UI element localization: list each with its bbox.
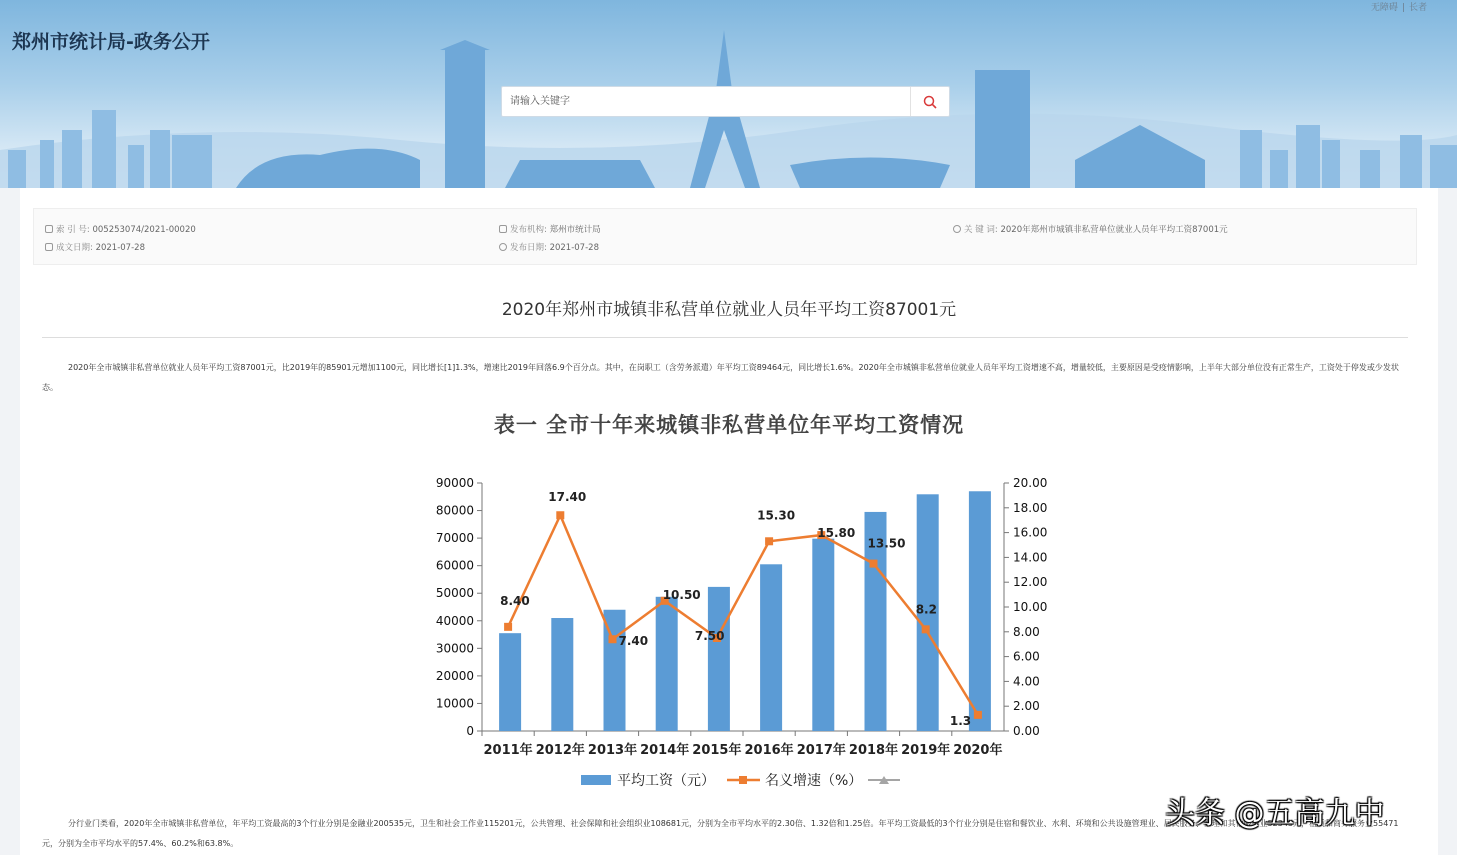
growth-rate-point (974, 711, 982, 719)
growth-rate-data-label: 13.50 (867, 536, 906, 551)
x-tick-label: 2014年 (640, 743, 690, 758)
growth-rate-line (508, 515, 978, 715)
x-tick-label: 2019年 (901, 743, 951, 758)
right-tick-label: 14.00 (1013, 550, 1048, 565)
document-meta-box (33, 208, 1417, 265)
x-tick-label: 2016年 (744, 743, 794, 758)
x-tick-label: 2011年 (483, 743, 533, 758)
right-tick-label: 0.00 (1013, 724, 1040, 738)
x-tick-label: 2020年 (953, 743, 1003, 758)
left-tick-label: 30000 (435, 641, 474, 656)
watermark-text: 头条 @五高九中 (1165, 796, 1385, 831)
meta-publisher: 发布机构: 郑州市统计局 (499, 223, 601, 235)
left-tick-label: 20000 (435, 668, 474, 683)
chart-title: 表一 全市十年来城镇非私营单位年平均工资情况 (493, 413, 965, 437)
meta-created-date: 成文日期: 2021-07-28 (45, 241, 145, 253)
header-banner (0, 0, 1457, 188)
right-tick-label: 6.00 (1013, 649, 1040, 664)
top-nav-elderly-link[interactable]: 长者 (1408, 3, 1427, 13)
search-button[interactable] (910, 87, 949, 116)
growth-rate-point (504, 623, 512, 631)
left-tick-label: 80000 (435, 503, 474, 518)
growth-rate-data-label: 17.40 (548, 490, 587, 505)
right-tick-label: 4.00 (1013, 674, 1040, 689)
right-tick-label: 18.00 (1013, 500, 1048, 515)
top-nav: 无障碍 | 长者 (1367, 0, 1431, 13)
left-tick-label: 90000 (435, 476, 474, 490)
site-title: 郑州市统计局-政务公开 (12, 31, 210, 53)
x-tick-label: 2013年 (587, 743, 638, 758)
wage-bar (708, 587, 730, 731)
growth-rate-data-label: 15.80 (817, 526, 856, 541)
wage-bar (969, 491, 991, 731)
growth-rate-point (556, 511, 564, 519)
growth-rate-data-label: 15.30 (757, 508, 796, 523)
x-tick-label: 2017年 (796, 743, 846, 758)
top-nav-accessibility-link[interactable]: 无障碍 (1370, 3, 1398, 13)
x-tick-label: 2015年 (692, 743, 742, 758)
x-tick-label: 2012年 (535, 743, 585, 758)
article-paragraph-2: 分行业门类看，2020年全市城镇非私营单位，年平均工资最高的3个行业分别是金融业200535元，卫生和社会工作业115201元，公共管理、社会保障和社会组织业108681元，分别为全市平均水平的2.30倍、1.32倍和1.25倍。年平均工资最低的3个行业分别是住宿和餐饮业、水利、环境和公共设施管理业、居民服务、修理和其他服务业52343元，租赁和商务服务业55471元，分别为全市平均水平的57.4%、60.2%和63.8%。 (42, 819, 1399, 848)
title-divider (42, 337, 1408, 338)
search-input[interactable] (502, 87, 910, 116)
right-tick-label: 8.00 (1013, 624, 1040, 639)
calendar-icon (45, 243, 53, 251)
wage-chart (420, 464, 1048, 794)
right-tick-label: 2.00 (1013, 699, 1040, 714)
legend-bar-label: 平均工资（元） (617, 773, 715, 789)
left-tick-label: 60000 (435, 558, 474, 573)
check-circle-icon (953, 225, 961, 233)
left-tick-label: 50000 (435, 586, 474, 601)
meta-index: 索 引 号: 005253074/2021-00020 (45, 223, 196, 235)
article-title: 2020年郑州市城镇非私营单位就业人员年平均工资87001元 (501, 300, 957, 320)
right-tick-label: 10.00 (1013, 600, 1048, 614)
right-tick-label: 20.00 (1013, 476, 1048, 490)
meta-keywords: 关 键 词: 2020年郑州市城镇非私营单位就业人员年平均工资87001元 (953, 223, 1228, 235)
right-tick-label: 12.00 (1013, 575, 1048, 590)
left-tick-label: 10000 (435, 696, 474, 711)
search-box (501, 86, 950, 117)
growth-rate-point (765, 537, 773, 545)
growth-rate-point (870, 560, 878, 568)
left-tick-label: 70000 (435, 531, 474, 546)
left-tick-label: 0 (466, 724, 474, 738)
growth-rate-data-label: 7.40 (618, 634, 649, 649)
growth-rate-point (609, 635, 617, 643)
growth-rate-data-label: 8.40 (500, 593, 530, 608)
tag-icon (45, 225, 53, 233)
growth-rate-data-label: 8.2 (915, 602, 937, 617)
wage-bar (656, 597, 678, 731)
growth-rate-data-label: 1.3 (949, 713, 972, 728)
wage-bar (760, 564, 782, 731)
growth-rate-data-label: 7.50 (694, 629, 725, 643)
legend-line-label: 名义增速（%） (765, 773, 863, 789)
building-icon (499, 225, 507, 233)
article-container (20, 188, 1438, 855)
wage-bar (499, 633, 521, 731)
article-paragraph-1: 2020年全市城镇非私营单位就业人员年平均工资87001元，比2019年的85901元增加1100元，同比增长[1]1.3%，增速比2019年回落6.9个百分点。其中，在岗职工（含劳务派遣）年平均工资89464元，同比增长1.6%。2020年全市城镇非私营单位就业人员年平均工资增速不高，增量较低，主要原因是受疫情影响，上半年大部分单位没有正常生产，工资处于停发或少发状态。 (42, 363, 1399, 392)
left-tick-label: 40000 (435, 613, 474, 628)
clock-icon (499, 243, 507, 251)
x-tick-label: 2018年 (848, 743, 899, 758)
legend-bar-swatch (581, 775, 611, 785)
meta-publish-date: 发布日期: 2021-07-28 (499, 241, 599, 253)
legend-line-marker (739, 776, 747, 784)
growth-rate-point (922, 625, 930, 633)
growth-rate-data-label: 10.50 (662, 587, 701, 602)
right-tick-label: 16.00 (1013, 525, 1048, 540)
search-icon (923, 95, 937, 109)
wage-bar (551, 618, 573, 731)
wage-bar (812, 539, 834, 731)
